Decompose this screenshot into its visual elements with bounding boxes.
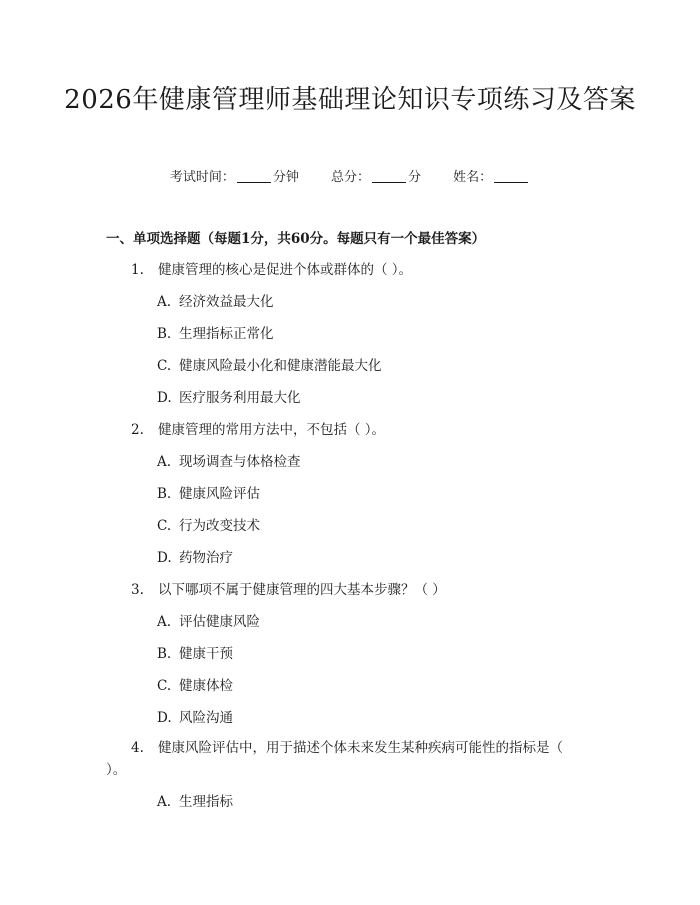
question-number: 3. [131,582,144,598]
option-text: 生理指标正常化 [179,326,274,342]
question-4-option-a [157,792,233,812]
option-text: 健康风险最小化和健康潜能最大化 [179,358,382,374]
question-3-option-b [157,644,233,664]
question-3 [131,580,446,600]
question-2-option-b [157,484,260,504]
exam-name-label: 姓名： [453,170,493,185]
exam-time-label: 考试时间： [169,170,235,185]
option-text: 药物治疗 [179,550,233,566]
exam-score-label: 总分： [330,170,370,185]
document-title: 2026年健康管理师基础理论知识专项练习及答案 [64,85,636,115]
option-letter: C. [157,518,172,534]
option-text: 生理指标 [179,794,233,810]
question-number: 1. [131,262,144,278]
option-letter: A. [157,294,172,310]
option-letter: D. [157,550,172,566]
option-letter: B. [157,326,172,342]
exam-name [453,168,530,188]
question-number: 2. [131,422,144,438]
exam-time-blank [237,168,271,183]
exam-time-unit: 分钟 [272,170,299,185]
question-1-option-b [157,324,274,344]
option-text: 医疗服务利用最大化 [179,390,301,406]
question-3-option-a [157,612,260,632]
exam-time [170,168,299,188]
option-text: 评估健康风险 [179,614,260,630]
option-letter: A. [157,614,172,630]
question-text: 健康管理的核心是促进个体或群体的（ ）。 [158,262,413,278]
question-2-option-d [157,548,233,568]
question-number: 4. [131,740,144,756]
question-1-option-a [157,292,274,312]
option-letter: A. [157,454,172,470]
option-text: 风险沟通 [179,710,233,726]
option-text: 现场调查与体格检查 [179,454,301,470]
exam-name-blank [494,168,528,183]
option-letter: B. [157,486,172,502]
option-letter: D. [157,710,172,726]
question-2 [131,420,385,440]
question-text: 健康管理的常用方法中，不包括（ ）。 [158,422,386,438]
exam-score-unit: 分 [408,170,422,185]
option-letter: C. [157,358,172,374]
question-2-option-c [157,516,260,536]
option-text: 健康体检 [179,678,233,694]
question-2-option-a [157,452,301,472]
option-text: 行为改变技术 [179,518,260,534]
option-text: 经济效益最大化 [179,294,274,310]
option-letter: D. [157,390,172,406]
question-1 [131,260,412,280]
section-heading: 一、单项选择题（每题1分，共60分。每题只有一个最佳答案） [106,231,486,247]
question-4 [106,737,566,781]
exam-meta [0,168,700,188]
question-1-option-c [157,356,382,376]
question-1-option-d [157,388,301,408]
option-text: 健康风险评估 [179,486,260,502]
option-letter: C. [157,678,172,694]
option-letter: A. [157,794,172,810]
exam-score [331,168,421,188]
option-letter: B. [157,646,172,662]
option-text: 健康干预 [179,646,233,662]
question-text: 健康风险评估中，用于描述个体未来发生某种疾病可能性的指标是（ ）。 [106,740,563,778]
question-3-option-c [157,676,233,696]
question-3-option-d [157,708,233,728]
question-text: 以下哪项不属于健康管理的四大基本步骤？（ ） [158,582,446,598]
exam-score-blank [372,168,406,183]
